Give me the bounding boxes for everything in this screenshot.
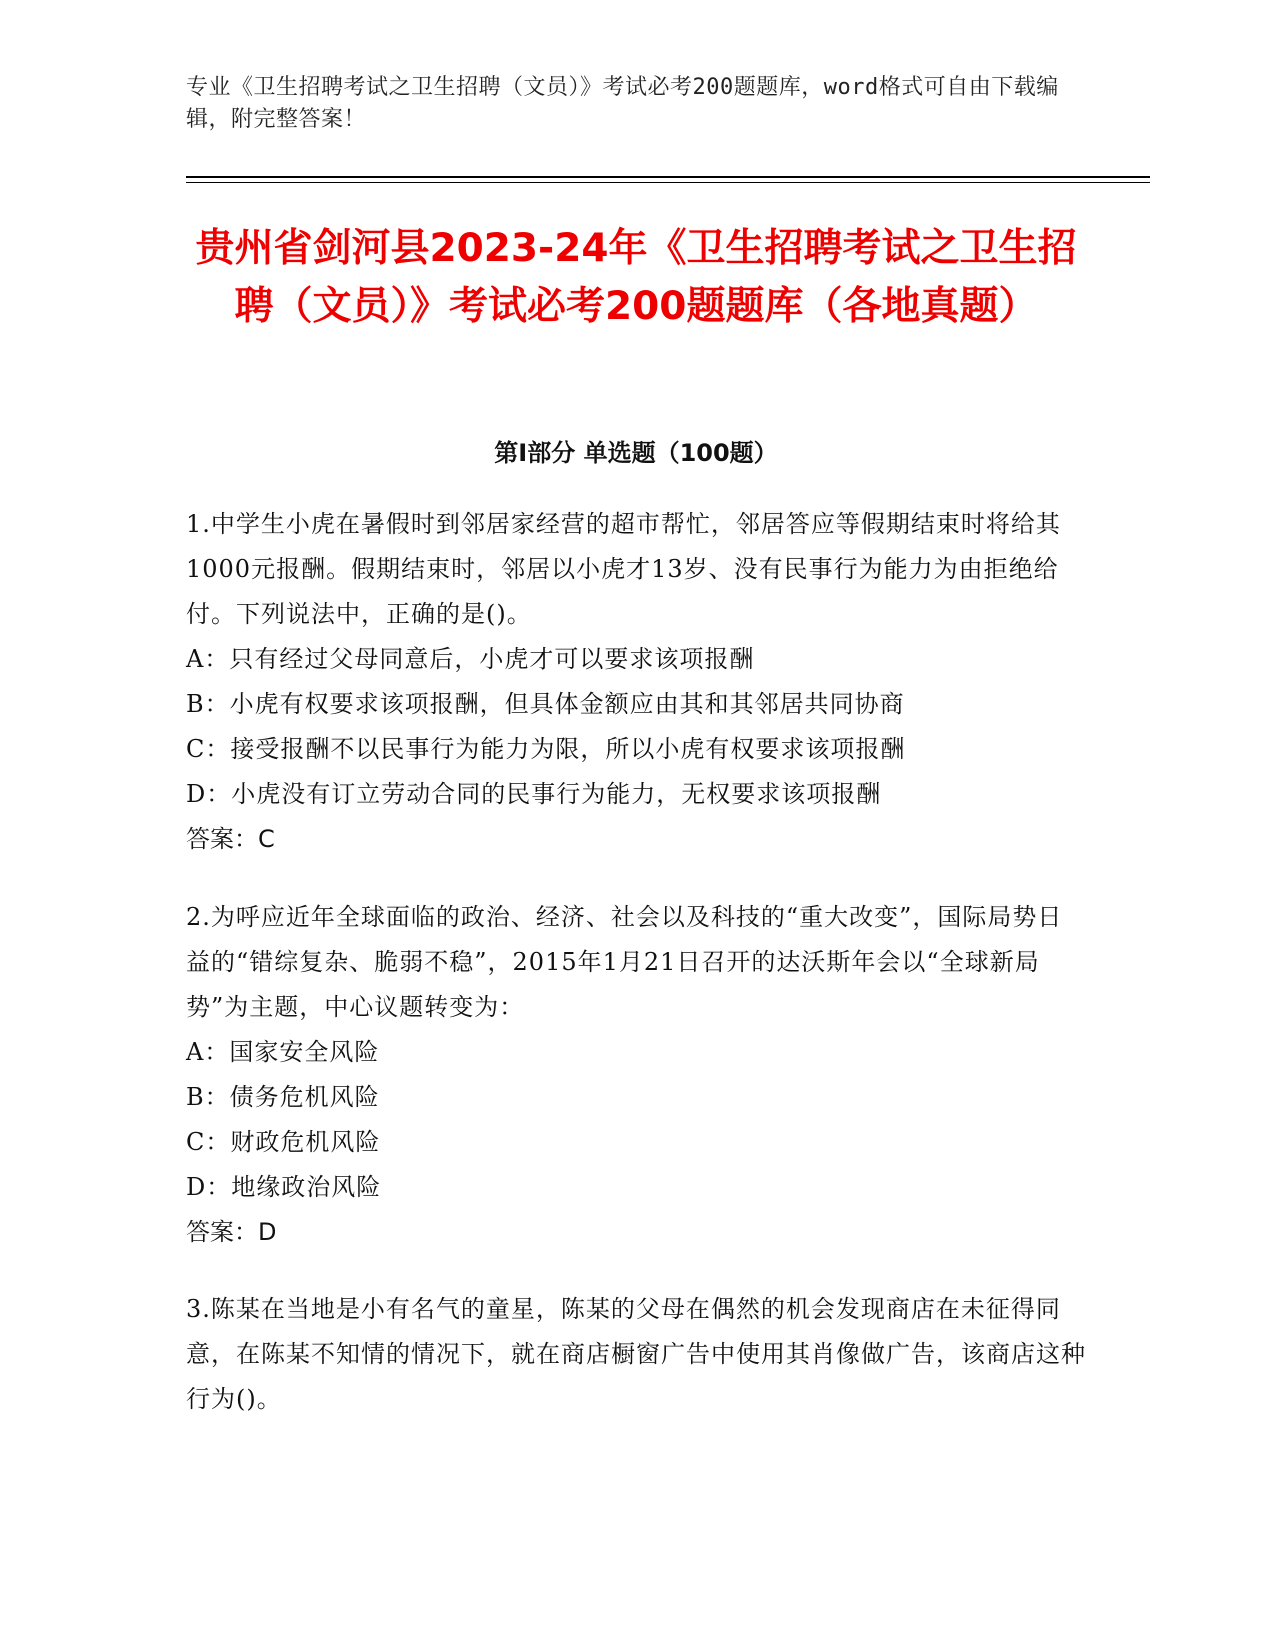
answer-text: 答案：C xyxy=(186,825,275,853)
option-d: D：地缘政治风险 xyxy=(186,1173,382,1201)
option-b: B：小虎有权要求该项报酬，但具体金额应由其和其邻居共同协商 xyxy=(186,690,905,718)
option-a: A：国家安全风险 xyxy=(186,1038,380,1066)
question-2 xyxy=(186,895,1086,1255)
document-title: 贵州省剑河县2023-24年《卫生招聘考试之卫生招聘（文员）》考试必考200题题库（各地真题） xyxy=(195,226,1077,329)
question-stem: 1.中学生小虎在暑假时到邻居家经营的超市帮忙，邻居答应等假期结束时将给其1000元报酬。假期结束时，邻居以小虎才13岁、没有民事行为能力为由拒绝给付。下列说法中，正确的是()。 xyxy=(186,510,1061,628)
option-c: C：接受报酬不以民事行为能力为限，所以小虎有权要求该项报酬 xyxy=(186,735,906,763)
header-note: 专业《卫生招聘考试之卫生招聘（文员）》考试必考200题题库，word格式可自由下载编辑，附完整答案！ xyxy=(186,75,1059,132)
answer-text: 答案：D xyxy=(186,1218,277,1246)
option-b: B：债务危机风险 xyxy=(186,1083,380,1111)
option-d: D：小虎没有订立劳动合同的民事行为能力，无权要求该项报酬 xyxy=(186,780,882,808)
header-rule-thick xyxy=(186,176,1150,178)
question-stem: 3.陈某在当地是小有名气的童星，陈某的父母在偶然的机会发现商店在未征得同意，在陈某不知情的情况下，就在商店橱窗广告中使用其肖像做广告，该商店这种行为()。 xyxy=(186,1295,1086,1413)
question-3 xyxy=(186,1287,1086,1422)
header-rule-thin xyxy=(186,182,1150,183)
question-1 xyxy=(186,502,1086,862)
section-title: 第Ⅰ部分 单选题（100题） xyxy=(494,439,778,467)
option-c: C：财政危机风险 xyxy=(186,1128,381,1156)
question-stem: 2.为呼应近年全球面临的政治、经济、社会以及科技的“重大改变”，国际局势日益的“错综复杂、脆弱不稳”，2015年1月21日召开的达沃斯年会以“全球新局势”为主题，中心议题转变为： xyxy=(186,903,1063,1021)
option-a: A：只有经过父母同意后，小虎才可以要求该项报酬 xyxy=(186,645,755,673)
